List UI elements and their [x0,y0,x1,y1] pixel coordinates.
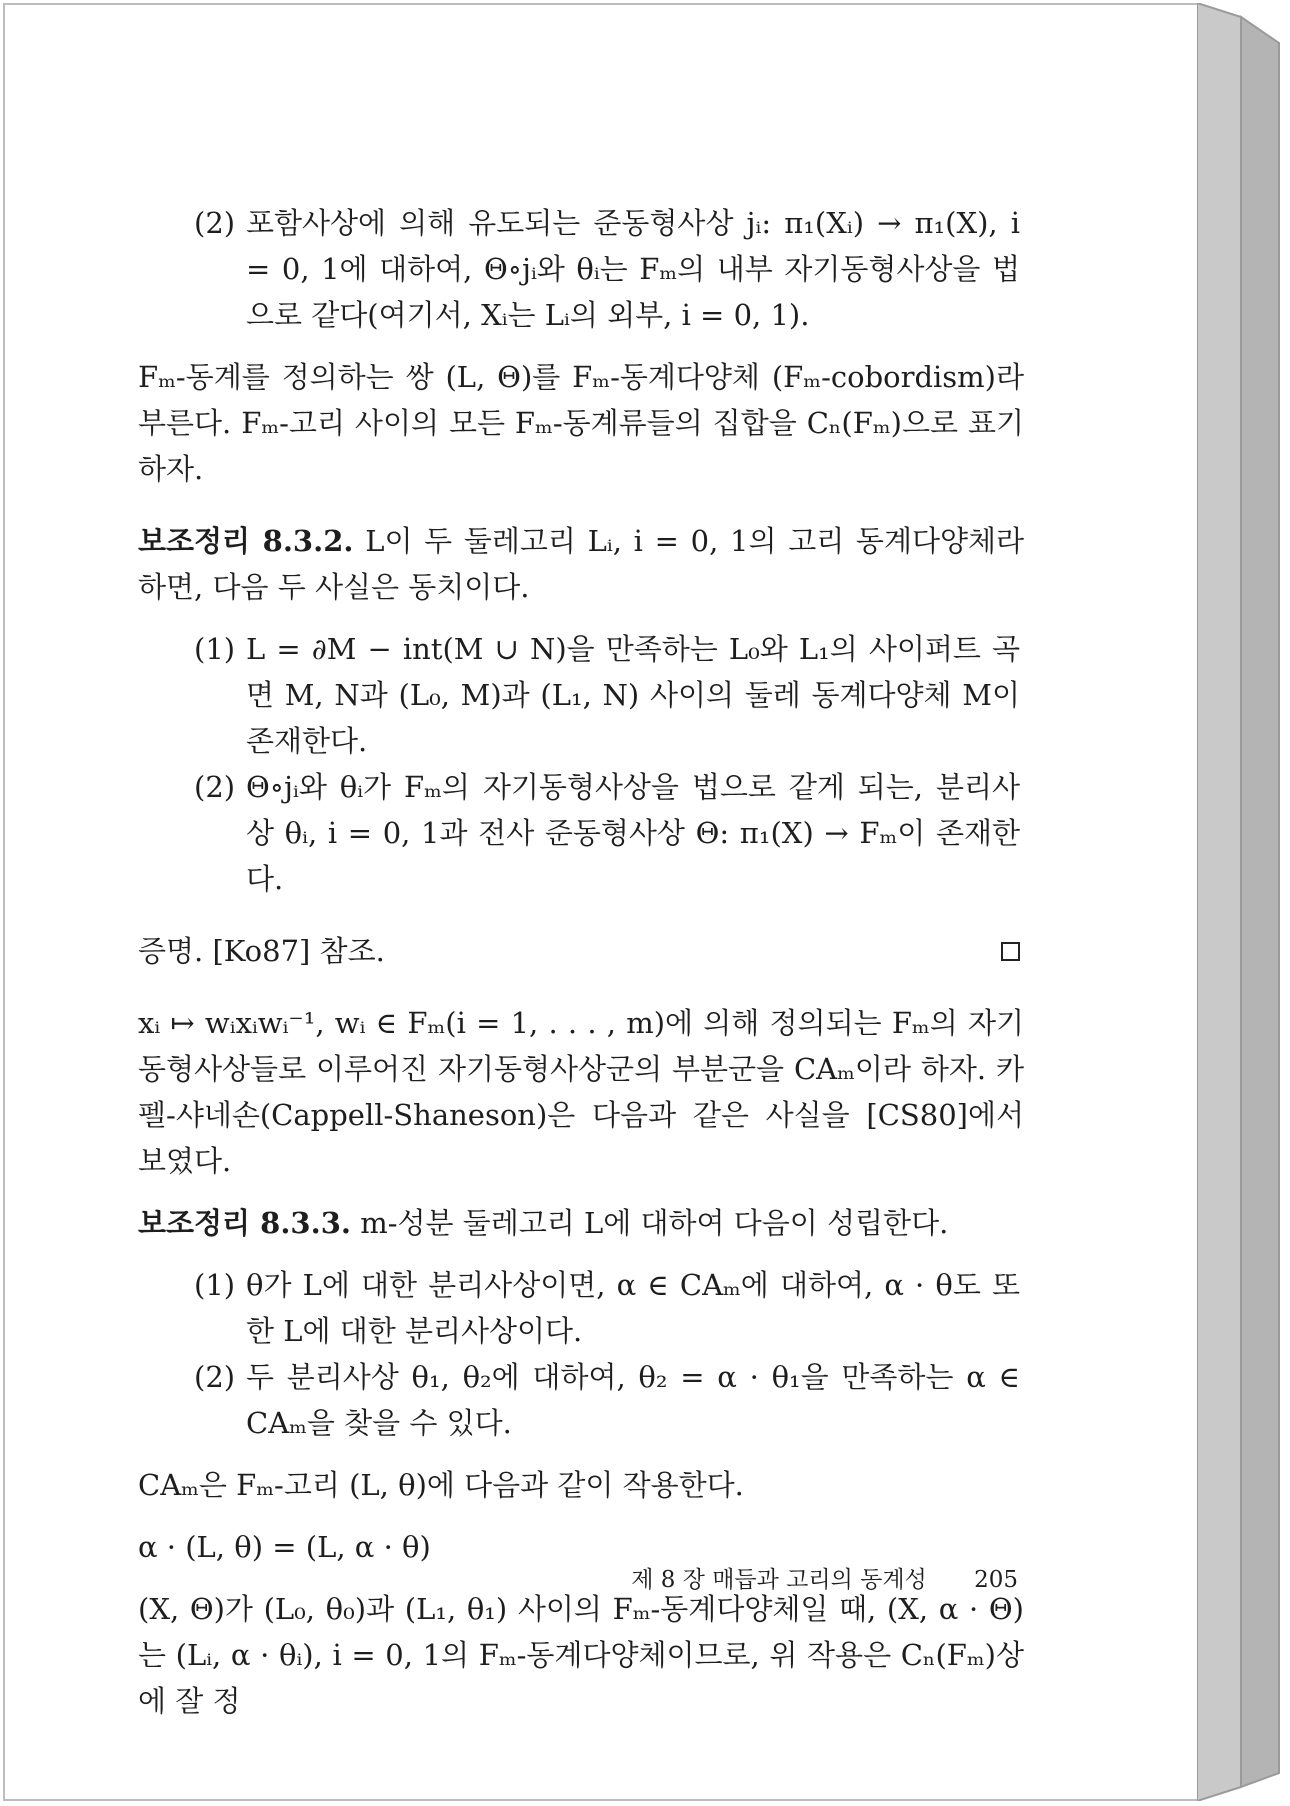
lemma-statement: L이 두 둘레고리 Lᵢ, i = 0, 1의 고리 동계다양체라 하면, 다음 두 사실은 동치이다. [138,524,1025,604]
item-text: Θ∘jᵢ와 θᵢ가 Fₘ의 자기동형사상을 법으로 같게 되는, 분리사상 θᵢ, i = 0, 1과 전사 준동형사상 Θ: π₁(X) → Fₘ이 존재한다. [246,770,1020,896]
item-text: L = ∂M − int(M ∪ N)을 만족하는 L₀와 L₁의 사이퍼트 곡면 M, N과 (L₀, M)과 (L₁, N) 사이의 둘레 동계다양체 M이 존재한다. [246,632,1020,758]
display-equation: α · (L, θ) = (L, α · θ) [138,1530,431,1564]
paragraph-CA-m: xᵢ ↦ wᵢxᵢwᵢ⁻¹, wᵢ ∈ Fₘ(i = 1, . . . , m)에 의해 정의되는 Fₘ의 자기동형사상들로 이루어진 자기동형사상군의 부분군을 CAₘ이라 하자. 카펠-샤네손(Cappell-Shaneson)은 다음과 같은 사실을 [CS80]에서 보였다. [138,1006,1024,1178]
proof [138,928,1024,974]
paragraph-action: CAₘ은 Fₘ-고리 (L, θ)에 다음과 같이 작용한다. [138,1468,744,1502]
book-spine-shape [1197,3,1287,1801]
lemma-heading: 보조정리 8.3.3. [138,1206,351,1240]
lemma1-item-2 [138,764,1024,902]
item-text: θ가 L에 대한 분리사상이면, α ∈ CAₘ에 대하여, α · θ도 또한 L에 대한 분리사상이다. [246,1268,1020,1348]
page-content [138,200,1024,1724]
block1-item-2 [138,200,1024,338]
lemma-8-3-3 [138,1200,1024,1246]
proof-text: 증명. [Ko87] 참조. [138,934,385,968]
lemma-heading: 보조정리 8.3.2. [138,524,354,558]
page-footer [138,1565,1018,1595]
item-number: (1) [194,632,236,666]
qed-box-icon [1001,942,1020,961]
item-number: (1) [194,1268,236,1302]
lemma2-item-1 [138,1262,1024,1354]
book-spine [1197,3,1287,1801]
item-number: (2) [194,206,236,240]
item-text: 두 분리사상 θ₁, θ₂에 대하여, θ₂ = α · θ₁을 만족하는 α ∈ CAₘ을 찾을 수 있다. [246,1360,1020,1440]
running-footer-chapter: 제 8 장 매듭과 고리의 동계성 [631,1567,927,1593]
item-number: (2) [194,1360,236,1394]
paragraph-cobordism-definition: Fₘ-동계를 정의하는 쌍 (L, Θ)를 Fₘ-동계다양체 (Fₘ-cobordism)라 부른다. Fₘ-고리 사이의 모든 Fₘ-동계류들의 집합을 Cₙ(Fₘ)으로 표기하자. [138,360,1024,486]
lemma-8-3-2 [138,518,1024,610]
lemma-statement: m-성분 둘레고리 L에 대하여 다음이 성립한다. [360,1206,949,1240]
lemma1-item-1 [138,626,1024,764]
item-number: (2) [194,770,236,804]
page-number: 205 [974,1567,1018,1593]
paragraph-well-defined: (X, Θ)가 (L₀, θ₀)과 (L₁, θ₁) 사이의 Fₘ-동계다양체일 때, (X, α · Θ)는 (Lᵢ, α · θᵢ), i = 0, 1의 Fₘ-동계다양체이므로, 위 작용은 Cₙ(Fₘ)상에 잘 정 [138,1592,1024,1718]
lemma2-item-2 [138,1354,1024,1446]
item-text: 포함사상에 의해 유도되는 준동형사상 jᵢ: π₁(Xᵢ) → π₁(X), i = 0, 1에 대하여, Θ∘jᵢ와 θᵢ는 Fₘ의 내부 자기동형사상을 법으로 같다(여기서, Xᵢ는 Lᵢ의 외부, i = 0, 1). [246,206,1020,332]
